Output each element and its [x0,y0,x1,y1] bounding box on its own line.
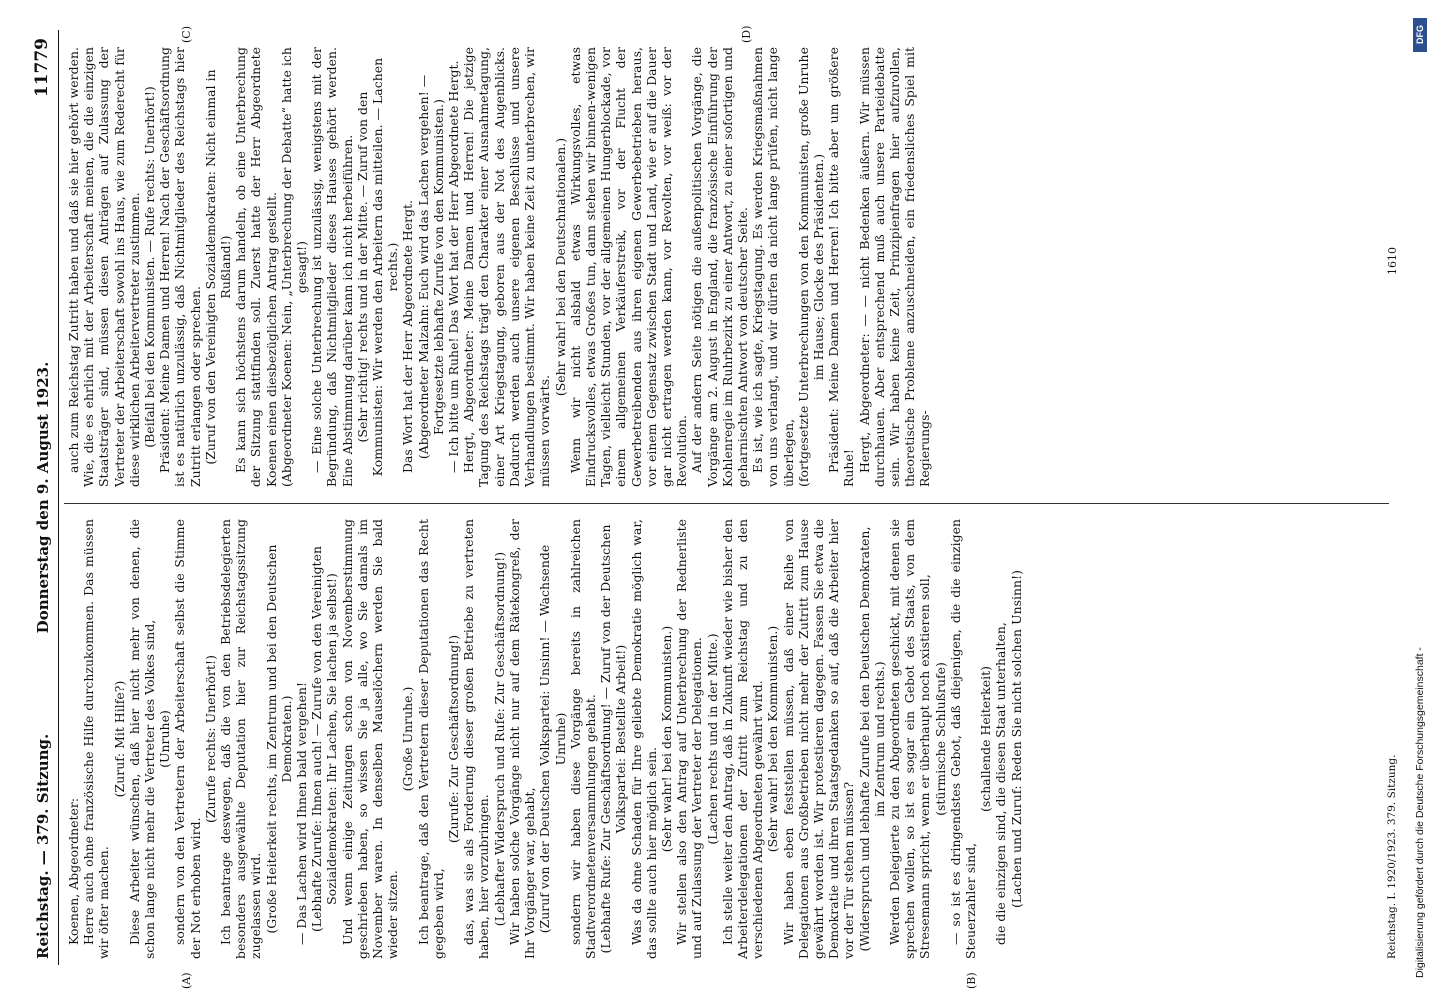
page-header [30,30,59,965]
credit-text: Digitalisierung gefördert durch die Deutsche Forschungsgemeinschaft - [1414,647,1426,978]
interjection: (Zuruf von den Vereinigten Sozialdemokraten: Nicht einmal in Rußland!) [202,69,234,465]
interjection: (Beifall bei den Kommunisten. — Rufe rechts: Unerhört!) [142,86,158,448]
interjection: (Sehr richtig! rechts und in der Mitte. — Zuruf von den Kommunisten: Wir werden den Arbeitern das mitteilen. — Lachen rechts.) [354,57,401,477]
interjection: (Widerspruch und lebhafte Zurufe bei den Deutschen Demokraten, im Zentrum und rechts.) [856,526,887,952]
paragraph: Wir haben solche Vorgänge nicht nur auf dem Rätekongreß, der Ihr Vorgänger war, gehabt, [506,519,538,959]
interjection: (Große Heiterkeit rechts, im Zentrum und bei den Deutschen Demokraten.) [263,544,294,934]
interjection: (Abgeordneter Koenen: Nein, „Unterbrechung der Debatte“ hatte ich gesagt!) [278,47,310,487]
interjection: (fortgesetzte Unterbrechungen von den Kommunisten, große Unruhe im Hause; Glocke des Präsidenten.) [795,47,826,487]
interjection: (Lebhafte Rufe: Zur Geschäftsordnung! — Zuruf von der Deutschen Volkspartei: Bestellte Arbeit!) [598,524,629,954]
margin-letter-d: (D) [740,25,753,43]
paragraph: — Eine solche Unterbrechung ist unzulässig, wenigstens mit der Begründung, daß Nichtmitglieder dieses Hauses gehört werden. Eine Abstimmung darüber kann ich nicht herbeiführen. [309,47,355,487]
interjection: (Sehr wahr! bei den Deutschnationalen.) [552,137,568,397]
margin-letter-b: (B) [965,972,978,989]
paragraph: Es ist, wie ich sagte, Kriegstagung. Es werden Kriegsmaßnahmen von uns verlangt, und wir dürfen da nicht lange prüfen, nicht lange überlegen, [750,47,796,487]
paragraph: auch zum Reichstag Zutritt haben und daß sie hier gehört werden. Wie, die es ehrlich mit der Arbeiterschaft meinen, die die einzigen Staatsträger sind, müssen diesen Anträgen auf Zulassung der Vertreter der Arbeiterschaft sowohl ins Haus, wie zum Rederecht für diese wirklichen Arbeitervertreter zustimmen. [66,47,142,487]
paragraph: Hergt, Abgeordneter: Meine Damen und Herren! Die jetzige Tagung des Reichstags trägt den Charakter einer Ausnahmetagung, einer Art Kriegstagung, geboren aus der Not des Augenblicks. Dadurch werden auch unsere eigenen Beschlüsse und unsere Verhandlungen bestimmt. Wir haben keine Zeit zu unterbrechen, wir müssen vorwärts. [461,47,553,487]
paragraph: Es kann sich höchstens darum handeln, ob eine Unterbrechung der Sitzung stattfinden soll. Zuerst hatte der Herr Abgeordnete Koenen einen diesbezüglichen Antrag gestellt. [233,47,279,487]
paragraph: Präsident: Meine Damen und Herren! Nach der Geschäftsordnung ist es natürlich unzulässig, daß Nichtmitglieder des Reichstags hier Zutritt erlangen oder sprechen. [157,47,203,487]
paragraph: Präsident: Meine Damen und Herren! Ich bitte aber um größere Ruhe! [826,47,857,487]
interjection: (Zurufe: Zur Geschäftsordnung!) [446,634,462,844]
paragraph: das, was sie als Forderung dieser großen Betriebe zu vertreten haben, hier vorzubringen. [461,519,492,959]
interjection: (Abgeordneter Malzahn: Euch wird das Lachen vergehen! — Fortgesetzte lebhafte Zurufe von den Kommunisten.) [415,74,446,460]
paragraph: Ich beantrage deswegen, daß die von den Betriebsdelegierten besonders ausgewählte Deputation hier zur Reichstagssitzung zugelassen wird. [218,519,264,959]
paragraph: Herre auch ohne französische Hilfe durchzukommen. Das müssen wir öfter machen. [81,519,112,959]
signature-number: 1610 [1386,247,1399,275]
left-text-column [66,519,1386,959]
column-divider [64,503,1389,504]
header-center: Donnerstag den 9. August 1923. [34,361,52,634]
paragraph: Und wenn einige Zeitungen schon von Novemberstimmung geschrieben haben, so wissen Sie ja alle, wo Sie damals im November waren. In denselben Mauselöchern werden Sie bald wieder sitzen. [339,519,401,959]
paragraph: Wir haben eben feststellen müssen, daß einer Reihe von Delegationen aus Großbetrieben nicht mehr der Zutritt zum Hause gewährt worden ist. Wir protestieren dagegen. Fassen Sie etwa die Demokratie und ihren Staatsgedanken so auf, daß die Arbeiter hier vor der Tür stehen müssen? [780,519,857,959]
interjection: (Zurufe rechts: Unerhört!) [202,655,218,823]
interjection: (Große Unruhe.) [400,686,416,792]
paragraph: Auf der andern Seite nötigen die außenpolitischen Vorgänge, die Vorgänge am 2. August in England, die französische Einführung der Kohlenregie im Ruhrbezirk zu einer Antwort, zu einer sofortigen und geharnischten Antwort von deutscher Seite. [689,47,750,487]
header-left: Reichstag. — 379. Sitzung. [34,733,52,959]
paragraph: Wenn wir nicht alsbald etwas Wirkungsvolles, etwas Eindrucksvolles, etwas Großes tun, dann stehen wir binnen-wenigen Tagen, vielleicht Stunden, vor der allgemeinen Hungerblockade, vor einem allgemeinen Verkäuferstreik, vor der Flucht der Gewerbetreibenden aus ihren eigenen Gewerbebetrieben heraus, vor einem Gegensatz zwischen Stadt und Land, wie er auf die Dauer gar nicht ertragen werden kann, vor Revolten, vor weiß: vor der Revolution. [567,47,690,487]
paragraph: die die einzigen sind, die diesen Staat unterhalten, [993,622,1009,945]
paragraph: Was da ohne Schaden für Ihre geliebte Demokratie möglich war, das sollte auch hier möglich sein. [628,519,659,959]
paragraph: sondern wir haben diese Vorgänge bereits in zahlreichen Stadtverordnetenversammlungen gehabt. [567,519,598,959]
right-text-column [66,47,1386,487]
paragraph: Diese Arbeiter wünschen, daß hier nicht mehr von denen, die schon lange nicht mehr die Vertreter des Volkes sind, [126,519,158,959]
dfg-logo-icon: DFG [1413,18,1427,52]
margin-letter-c: (C) [180,26,193,43]
page-footer: Reichstag. I. 1920/1923. 379. Sitzung. [1386,754,1398,959]
paragraph: Koenen, Abgeordneter: [66,797,81,945]
interjection: (Lebhafte Zurufe: Ihnen auch! — Zurufe von den Vereinigten Sozialdemokraten: Ihr Lachen, Sie lachen ja selbst!) [309,545,340,933]
interjection: (Unruhe) [157,710,173,768]
paragraph: Das Wort hat der Herr Abgeordnete Hergt. [400,199,416,473]
paragraph: Hergt, Abgeordneter: — — nicht Bedenken äußern. Wir müssen durchhauen. Aber entsprechend muß auch unsere Parteidebatte sein. Wir haben keine Zeit, Prinzipienfragen hier aufzurollen, theoretische Probleme anzuschneiden, ein friedensliches Spiel mit Regierungs- [856,47,933,487]
interjection: (Lachen rechts und in der Mitte.) [704,633,720,845]
interjection: (Lachen und Zuruf: Reden Sie nicht solchen Unsinn!) [1008,570,1024,909]
interjection: (Sehr wahr! bei den Kommunisten.) [765,625,781,853]
interjection: (Zuruf: Mit Hilfe?) [111,680,127,798]
paragraph: — so ist es dringendstes Gebot, daß diejenigen, die die einzigen Steuerzahler sind, [947,519,978,959]
margin-letter-a: (A) [180,972,193,989]
interjection: (Sehr wahr! bei den Kommunisten.) [658,625,674,853]
page-number: 11779 [32,38,52,98]
paragraph: — Ich bitte um Ruhe! Das Wort hat der Herr Abgeordnete Hergt. [446,60,462,473]
rotated-document-page [30,25,1400,989]
paragraph: Wir stellen also den Antrag auf Unterbrechung der Rednerliste und auf Zulassung der Vertreter der Delegationen. [674,519,705,959]
interjection: (Zuruf von der Deutschen Volkspartei: Unsinn! — Wachsende Unruhe) [537,544,568,934]
paragraph: Ich beantrage, daß den Vertretern dieser Deputationen das Recht gegeben wird, [415,519,446,959]
interjection: (Lebhafter Widerspruch und Rufe: Zur Geschäftsordnung!) [491,551,507,927]
interjection: (schallende Heiterkeit) [978,665,994,813]
paragraph: — Das Lachen wird Ihnen bald vergehen! [294,681,310,945]
interjection: (stürmische Schlußrufe) [932,662,948,816]
paragraph: Werden Delegierte zu den Abgeordneten geschickt, mit denen sie sprechen wollen, so ist es sogar ein Gebot des Staats, von dem Stresemann spricht, wenn er überhaupt noch existieren soll, [886,519,933,959]
paragraph: Ich stelle weiter den Antrag, daß in Zukunft wieder wie bisher den Arbeiterdelegationen der Zutritt zum Reichstag und zu den verschiedenen Abgeordneten gewährt wird. [719,519,766,959]
digitization-credit [1408,12,1434,992]
paragraph: sondern von den Vertretern der Arbeiterschaft selbst die Stimme der Not erhoben wird. [172,519,203,959]
